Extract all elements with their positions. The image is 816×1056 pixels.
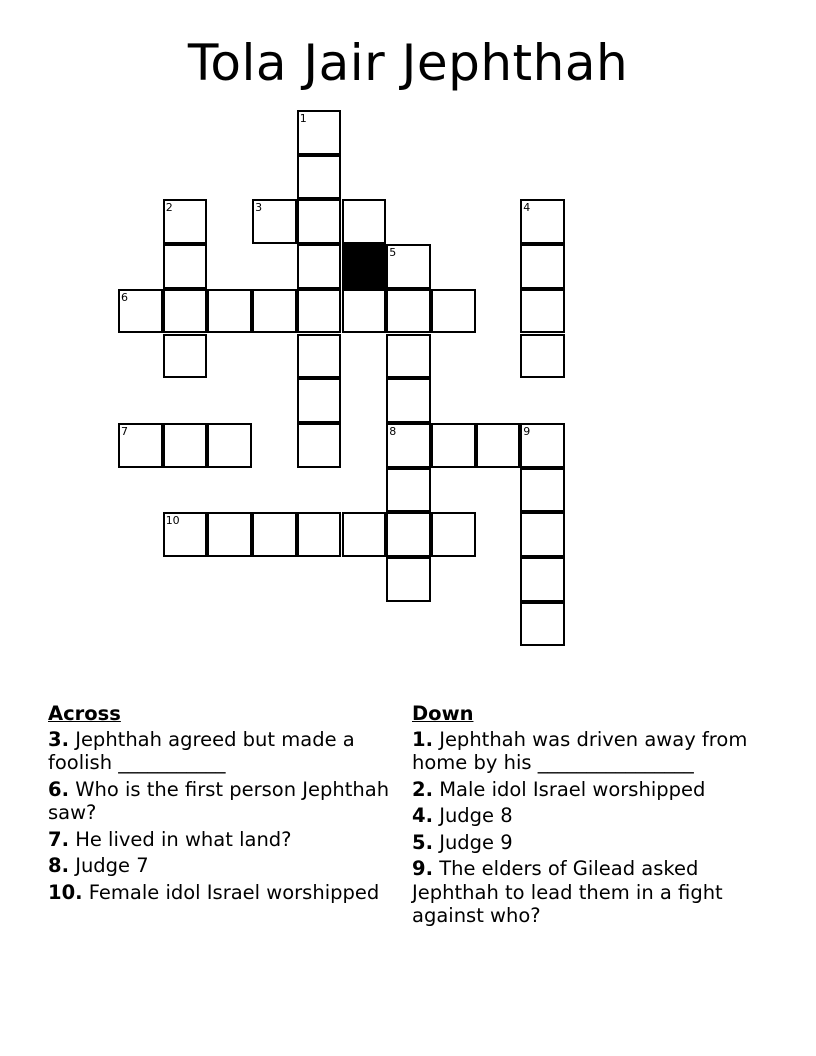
down-clues <box>412 702 757 931</box>
cell-number: 4 <box>523 201 531 215</box>
crossword-cell[interactable] <box>520 199 565 244</box>
crossword-cell[interactable] <box>163 289 208 334</box>
clue-number: 2. <box>412 777 433 801</box>
clue-number: 9. <box>412 857 433 880</box>
clue-number: 10. <box>48 880 83 904</box>
clue-text: Female idol Israel worshipped <box>88 880 380 904</box>
clue-text: Jephthah was driven away from home by his ________________ <box>412 727 748 774</box>
crossword-cell[interactable] <box>163 423 208 468</box>
crossword-cell[interactable] <box>163 334 208 379</box>
across-clue-8 <box>48 854 393 878</box>
crossword-cell[interactable] <box>342 512 387 557</box>
clue-text: The elders of Gilead asked Jephthah to lead them in a fight against who? <box>412 857 723 927</box>
clue-number: 4. <box>412 804 433 827</box>
crossword-cell[interactable] <box>207 289 252 334</box>
down-clue-2 <box>412 778 757 802</box>
clue-text: Male idol Israel worshipped <box>439 777 706 801</box>
cell-number: 2 <box>165 201 173 215</box>
down-clue-5 <box>412 831 757 855</box>
down-heading: Down <box>412 702 474 725</box>
crossword-cell[interactable] <box>386 289 431 334</box>
crossword-cell[interactable] <box>252 199 297 244</box>
across-clues <box>48 702 393 907</box>
clue-text: Jephthah agreed but made a foolish ___________ <box>48 727 355 774</box>
crossword-cell[interactable] <box>297 110 342 155</box>
clue-number: 6. <box>48 777 69 801</box>
crossword-cell[interactable] <box>386 557 431 602</box>
crossword-cell[interactable] <box>297 199 342 244</box>
clue-text: Judge 8 <box>439 804 513 827</box>
crossword-cell[interactable] <box>207 512 252 557</box>
black-square <box>342 244 387 289</box>
clue-text: Judge 9 <box>439 830 513 854</box>
across-clue-3 <box>48 728 393 775</box>
crossword-cell[interactable] <box>386 512 431 557</box>
crossword-cell[interactable] <box>297 155 342 200</box>
crossword-cell[interactable] <box>118 289 163 334</box>
crossword-cell[interactable] <box>163 512 208 557</box>
crossword-cell[interactable] <box>386 468 431 513</box>
clue-text: He lived in what land? <box>75 827 292 851</box>
down-clue-4 <box>412 804 757 828</box>
crossword-cell[interactable] <box>431 423 476 468</box>
crossword-cell[interactable] <box>163 199 208 244</box>
clue-number: 8. <box>48 854 69 877</box>
down-clue-9 <box>412 857 757 928</box>
crossword-cell[interactable] <box>297 244 342 289</box>
crossword-cell[interactable] <box>431 512 476 557</box>
puzzle-title: Tola Jair Jephthah <box>187 34 629 92</box>
crossword-cell[interactable] <box>297 378 342 423</box>
clue-number: 7. <box>48 827 69 851</box>
crossword-cell[interactable] <box>252 512 297 557</box>
crossword-cell[interactable] <box>342 289 387 334</box>
cell-number: 7 <box>121 424 128 438</box>
crossword-cell[interactable] <box>520 334 565 379</box>
crossword-cell[interactable] <box>297 334 342 379</box>
crossword-cell[interactable] <box>386 423 431 468</box>
crossword-cell[interactable] <box>386 378 431 423</box>
cell-number: 6 <box>121 290 128 304</box>
crossword-cell[interactable] <box>520 423 565 468</box>
clue-number: 3. <box>48 727 69 751</box>
cell-number: 1 <box>299 112 307 125</box>
crossword-cell[interactable] <box>297 289 342 334</box>
crossword-cell[interactable] <box>520 512 565 557</box>
across-clue-10 <box>48 881 393 905</box>
down-clue-1 <box>412 728 757 775</box>
across-clue-7 <box>48 828 393 852</box>
crossword-cell[interactable] <box>386 334 431 379</box>
crossword-cell[interactable] <box>520 602 565 647</box>
clue-number: 1. <box>412 727 433 751</box>
clue-number: 5. <box>412 830 433 854</box>
cell-number: 5 <box>389 246 397 260</box>
crossword-cell[interactable] <box>520 244 565 289</box>
crossword-cell[interactable] <box>297 512 342 557</box>
crossword-cell[interactable] <box>118 423 163 468</box>
cell-number: 10 <box>165 514 180 528</box>
crossword-cell[interactable] <box>520 289 565 334</box>
across-heading: Across <box>48 702 121 725</box>
crossword-cell[interactable] <box>342 199 387 244</box>
clue-text: Judge 7 <box>75 854 149 877</box>
crossword-cell[interactable] <box>386 244 431 289</box>
crossword-cell[interactable] <box>476 423 521 468</box>
cell-number: 3 <box>255 201 263 215</box>
crossword-cell[interactable] <box>431 289 476 334</box>
crossword-cell[interactable] <box>163 244 208 289</box>
crossword-cell[interactable] <box>252 289 297 334</box>
crossword-cell[interactable] <box>520 468 565 513</box>
crossword-cell[interactable] <box>520 557 565 602</box>
clue-text: Who is the first person Jephthah saw? <box>48 777 390 824</box>
cell-number: 9 <box>523 424 531 438</box>
crossword-cell[interactable] <box>207 423 252 468</box>
across-clue-6 <box>48 778 393 825</box>
cell-number: 8 <box>389 424 397 438</box>
crossword-cell[interactable] <box>297 423 342 468</box>
